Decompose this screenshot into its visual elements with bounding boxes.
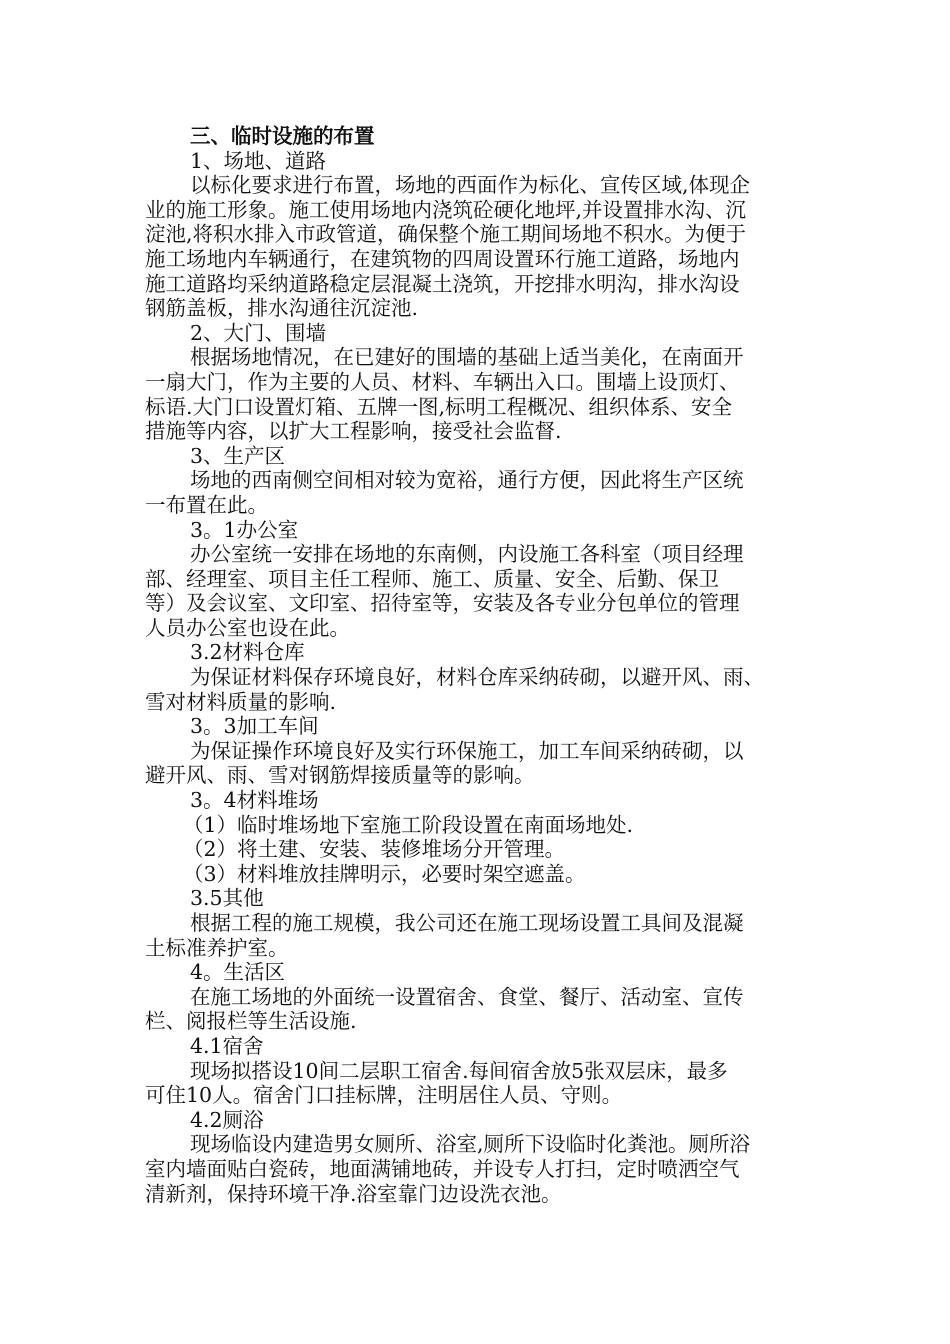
paragraph-line: 业的施工形象。施工使用场地内浇筑砼硬化地坪,并设置排水沟、沉 <box>145 197 747 222</box>
subsection-heading: 4.1宿舍 <box>190 1033 264 1058</box>
document-body <box>145 124 817 1206</box>
paragraph-line: 避开风、雨、雪对钢筋焊接质量等的影响。 <box>145 763 535 788</box>
paragraph-first-line: 根据工程的施工规模，我公司还在施工现场设置工具间及混凝 <box>190 911 744 935</box>
paragraph-line: 施工道路均采纳道路稳定层混凝土浇筑，开挖排水明沟，排水沟设 <box>145 271 740 296</box>
paragraph-first-line: 现场拟搭设10间二层职工宿舍.每间宿舍放5张双层床，最多 <box>190 1058 728 1083</box>
paragraph-line: 钢筋盖板，排水沟通往沉淀池. <box>145 296 419 321</box>
list-item: （3）材料堆放挂牌明示，必要时架空遮盖。 <box>183 861 586 886</box>
subsection-heading: 1、场地、道路 <box>190 148 327 173</box>
subsection-heading: 4。生活区 <box>190 960 286 985</box>
paragraph-line: 栏、阅报栏等生活设施. <box>145 1009 357 1034</box>
paragraph-line: 施工场地内车辆通行，在建筑物的四周设置环行施工道路，场地内 <box>145 246 740 271</box>
paragraph-line: 等）及会议室、文印室、招待室等，安装及各专业分包单位的管理 <box>145 591 740 616</box>
paragraph-first-line: 在施工场地的外面统一设置宿舍、食堂、餐厅、活动室、宣传 <box>190 984 744 1009</box>
paragraph-line: 可住10人。宿舍门口挂标牌，注明居住人员、守则。 <box>145 1083 623 1108</box>
paragraph-first-line: 办公室统一安排在场地的东南侧，内设施工各科室（项目经理 <box>190 542 744 567</box>
subsection-heading: 3。3加工车间 <box>190 714 319 739</box>
subsection-heading: 3.5其他 <box>190 886 264 911</box>
subsection-heading: 3、生产区 <box>190 443 286 468</box>
paragraph-first-line: 为保证操作环境良好及实行环保施工，加工车间采纳砖砌，以 <box>190 738 744 763</box>
paragraph-first-line: 现场临设内建造男女厕所、浴室,厕所下设临时化粪池。厕所浴 <box>190 1132 751 1157</box>
paragraph-line: 雪对材料质量的影响. <box>145 689 337 714</box>
paragraph-line: 一布置在此。 <box>145 492 268 517</box>
paragraph-line: 标语.大门口设置灯箱、五牌一图,标明工程概况、组织体系、安全 <box>145 394 733 419</box>
paragraph-line: 淀池,将积水排入市政管道，确保整个施工期间场地不积水。为便于 <box>145 222 747 247</box>
paragraph-line: 土标准养护室。 <box>145 935 289 960</box>
subsection-heading: 3.2材料仓库 <box>190 640 305 665</box>
paragraph-line: 清新剂，保持环境干净.浴室靠门边设洗衣池。 <box>145 1181 562 1206</box>
paragraph-first-line: 以标化要求进行布置，场地的西面作为标化、宣传区域,体现企 <box>190 173 751 198</box>
list-item: （2）将土建、安装、装修堆场分开管理。 <box>183 837 566 862</box>
paragraph-line: 室内墙面贴白瓷砖，地面满铺地砖，并设专人打扫，定时喷洒空气 <box>145 1156 740 1181</box>
subsection-heading: 3。1办公室 <box>190 517 299 542</box>
paragraph-line: 人员办公室也设在此。 <box>145 615 350 640</box>
paragraph-first-line: 根据场地情况，在已建好的围墙的基础上适当美化，在南面开 <box>190 345 744 370</box>
paragraph-line: 一扇大门，作为主要的人员、材料、车辆出入口。围墙上设顶灯、 <box>145 369 740 394</box>
section-title: 三、临时设施的布置 <box>190 124 375 148</box>
paragraph-first-line: 为保证材料保存环境良好，材料仓库采纳砖砌，以避开风、雨、 <box>190 665 764 690</box>
paragraph-line: 措施等内容，以扩大工程影响，接受社会监督. <box>145 419 562 444</box>
subsection-heading: 3。4材料堆场 <box>190 788 319 813</box>
subsection-heading: 4.2厕浴 <box>190 1107 264 1132</box>
subsection-heading: 2、大门、围墙 <box>190 320 327 345</box>
paragraph-first-line: 场地的西南侧空间相对较为宽裕，通行方便，因此将生产区统 <box>190 468 744 493</box>
paragraph-line: 部、经理室、项目主任工程师、施工、质量、安全、后勤、保卫 <box>145 566 719 591</box>
list-item: （1）临时堆场地下室施工阶段设置在南面场地处. <box>183 812 634 837</box>
